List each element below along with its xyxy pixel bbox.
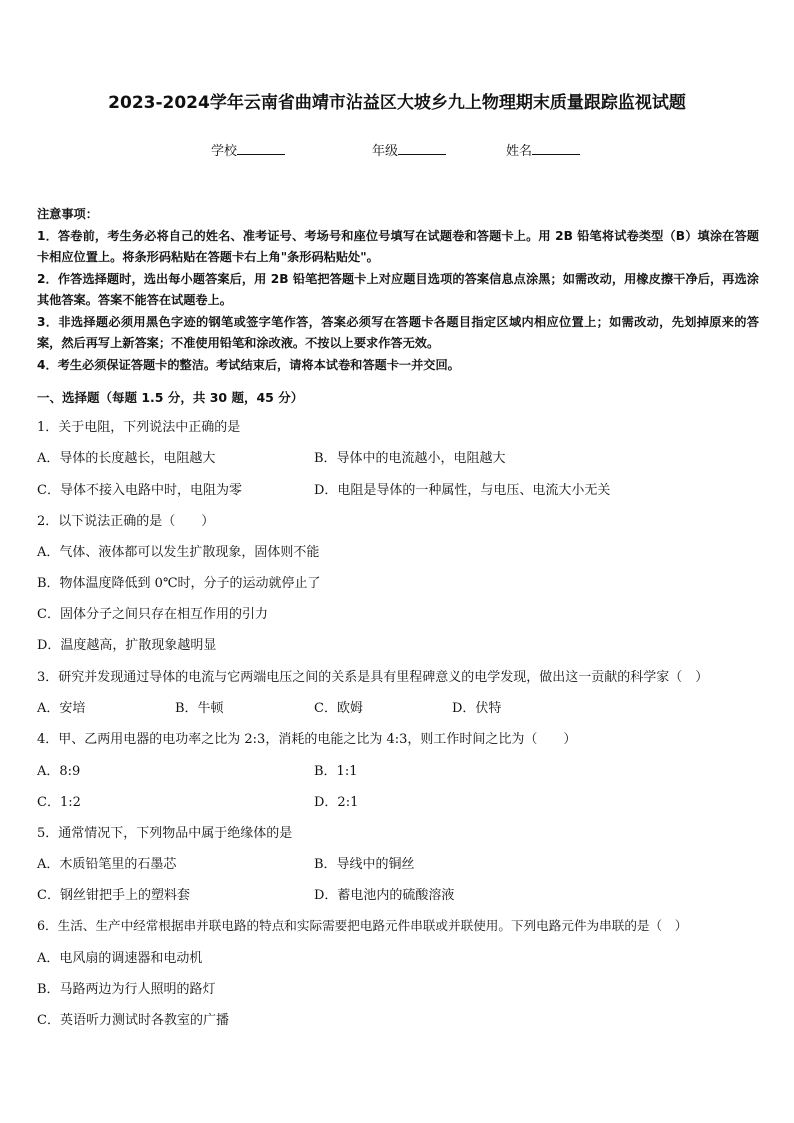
notice-block bbox=[37, 204, 759, 376]
option-a: A．8:9 bbox=[37, 764, 81, 779]
option-d: D．温度越高，扩散现象越明显 bbox=[37, 638, 217, 653]
question-stem: 2．以下说法正确的是（ ） bbox=[37, 514, 215, 529]
name-blank bbox=[532, 142, 580, 155]
option-d: D．电阻是导体的一种属性，与电压、电流大小无关 bbox=[314, 483, 611, 498]
question-stem: 4．甲、乙两用电器的电功率之比为 2:3，消耗的电能之比为 4:3，则工作时间之比为（ ） bbox=[37, 732, 577, 747]
grade-label: 年级 bbox=[372, 144, 399, 159]
school-blank bbox=[237, 142, 285, 155]
option-d: D．2:1 bbox=[314, 795, 359, 810]
question-stem: 5．通常情况下，下列物品中属于绝缘体的是 bbox=[37, 826, 293, 841]
notice-item: 2．作答选择题时，选出每小题答案后，用 2B 铅笔把答题卡上对应题目选项的答案信息点涂黑；如需改动，用橡皮擦干净后，再选涂其他答案。答案不能答在试题卷上。 bbox=[37, 271, 759, 307]
option-a: A．气体、液体都可以发生扩散现象，固体则不能 bbox=[37, 545, 320, 560]
option-c: C．固体分子之间只存在相互作用的引力 bbox=[37, 607, 268, 622]
exam-title: 2023-2024学年云南省曲靖市沾益区大坡乡九上物理期末质量跟踪监视试题 bbox=[108, 93, 686, 113]
name-label: 姓名 bbox=[506, 144, 533, 159]
student-info-row bbox=[0, 140, 794, 160]
option-c: C．欧姆 bbox=[314, 701, 363, 716]
option-b: B．牛顿 bbox=[175, 701, 224, 716]
question-stem: 1．关于电阻，下列说法中正确的是 bbox=[37, 420, 241, 435]
option-b: B．导体中的电流越小，电阻越大 bbox=[314, 451, 506, 466]
option-a: A．木质铅笔里的石墨芯 bbox=[37, 857, 177, 872]
grade-field bbox=[372, 140, 446, 159]
option-d: D．蓄电池内的硫酸溶液 bbox=[314, 888, 455, 903]
grade-blank bbox=[398, 142, 446, 155]
option-d: D．伏特 bbox=[452, 701, 502, 716]
notice-item: 3．非选择题必须用黑色字迹的钢笔或签字笔作答，答案必须写在答题卡各题目指定区域内相应位置上；如需改动，先划掉原来的答案，然后再写上新答案；不准使用铅笔和涂改液。不按以上要求作答无效。 bbox=[37, 314, 759, 350]
option-c: C．1:2 bbox=[37, 795, 81, 810]
name-field bbox=[506, 140, 580, 159]
question-stem: 3．研究并发现通过导体的电流与它两端电压之间的关系是具有里程碑意义的电学发现，做出这一贡献的科学家（ ） bbox=[37, 670, 709, 685]
option-a: A．安培 bbox=[37, 701, 86, 716]
option-c: C．导体不接入电路中时，电阻为零 bbox=[37, 483, 242, 498]
question-stem: 6．生活、生产中经常根据串并联电路的特点和实际需要把电路元件串联或并联使用。下列电路元件为串联的是（ ） bbox=[37, 918, 688, 933]
option-b: B．马路两边为行人照明的路灯 bbox=[37, 982, 216, 997]
notice-item: 1．答卷前，考生务必将自己的姓名、准考证号、考场号和座位号填写在试题卷和答题卡上。用 2B 铅笔将试卷类型（B）填涂在答题卡相应位置上。将条形码粘贴在答题卡右上角"条形码粘贴处"。 bbox=[37, 228, 759, 264]
option-a: A．电风扇的调速器和电动机 bbox=[37, 951, 203, 966]
notice-item: 4．考生必须保证答题卡的整洁。考试结束后，请将本试卷和答题卡一并交回。 bbox=[37, 357, 460, 372]
notice-heading: 注意事项： bbox=[37, 207, 98, 221]
school-field bbox=[211, 140, 285, 159]
option-b: B．1:1 bbox=[314, 764, 358, 779]
school-label: 学校 bbox=[211, 144, 238, 159]
option-a: A．导体的长度越长，电阻越大 bbox=[37, 451, 216, 466]
option-c: C．英语听力测试时各教室的广播 bbox=[37, 1013, 229, 1028]
section-heading: 一、选择题（每题 1.5 分，共 30 题，45 分） bbox=[37, 390, 304, 405]
option-b: B．物体温度降低到 0℃时，分子的运动就停止了 bbox=[37, 576, 321, 591]
option-c: C．钢丝钳把手上的塑料套 bbox=[37, 888, 190, 903]
option-b: B．导线中的铜丝 bbox=[314, 857, 415, 872]
